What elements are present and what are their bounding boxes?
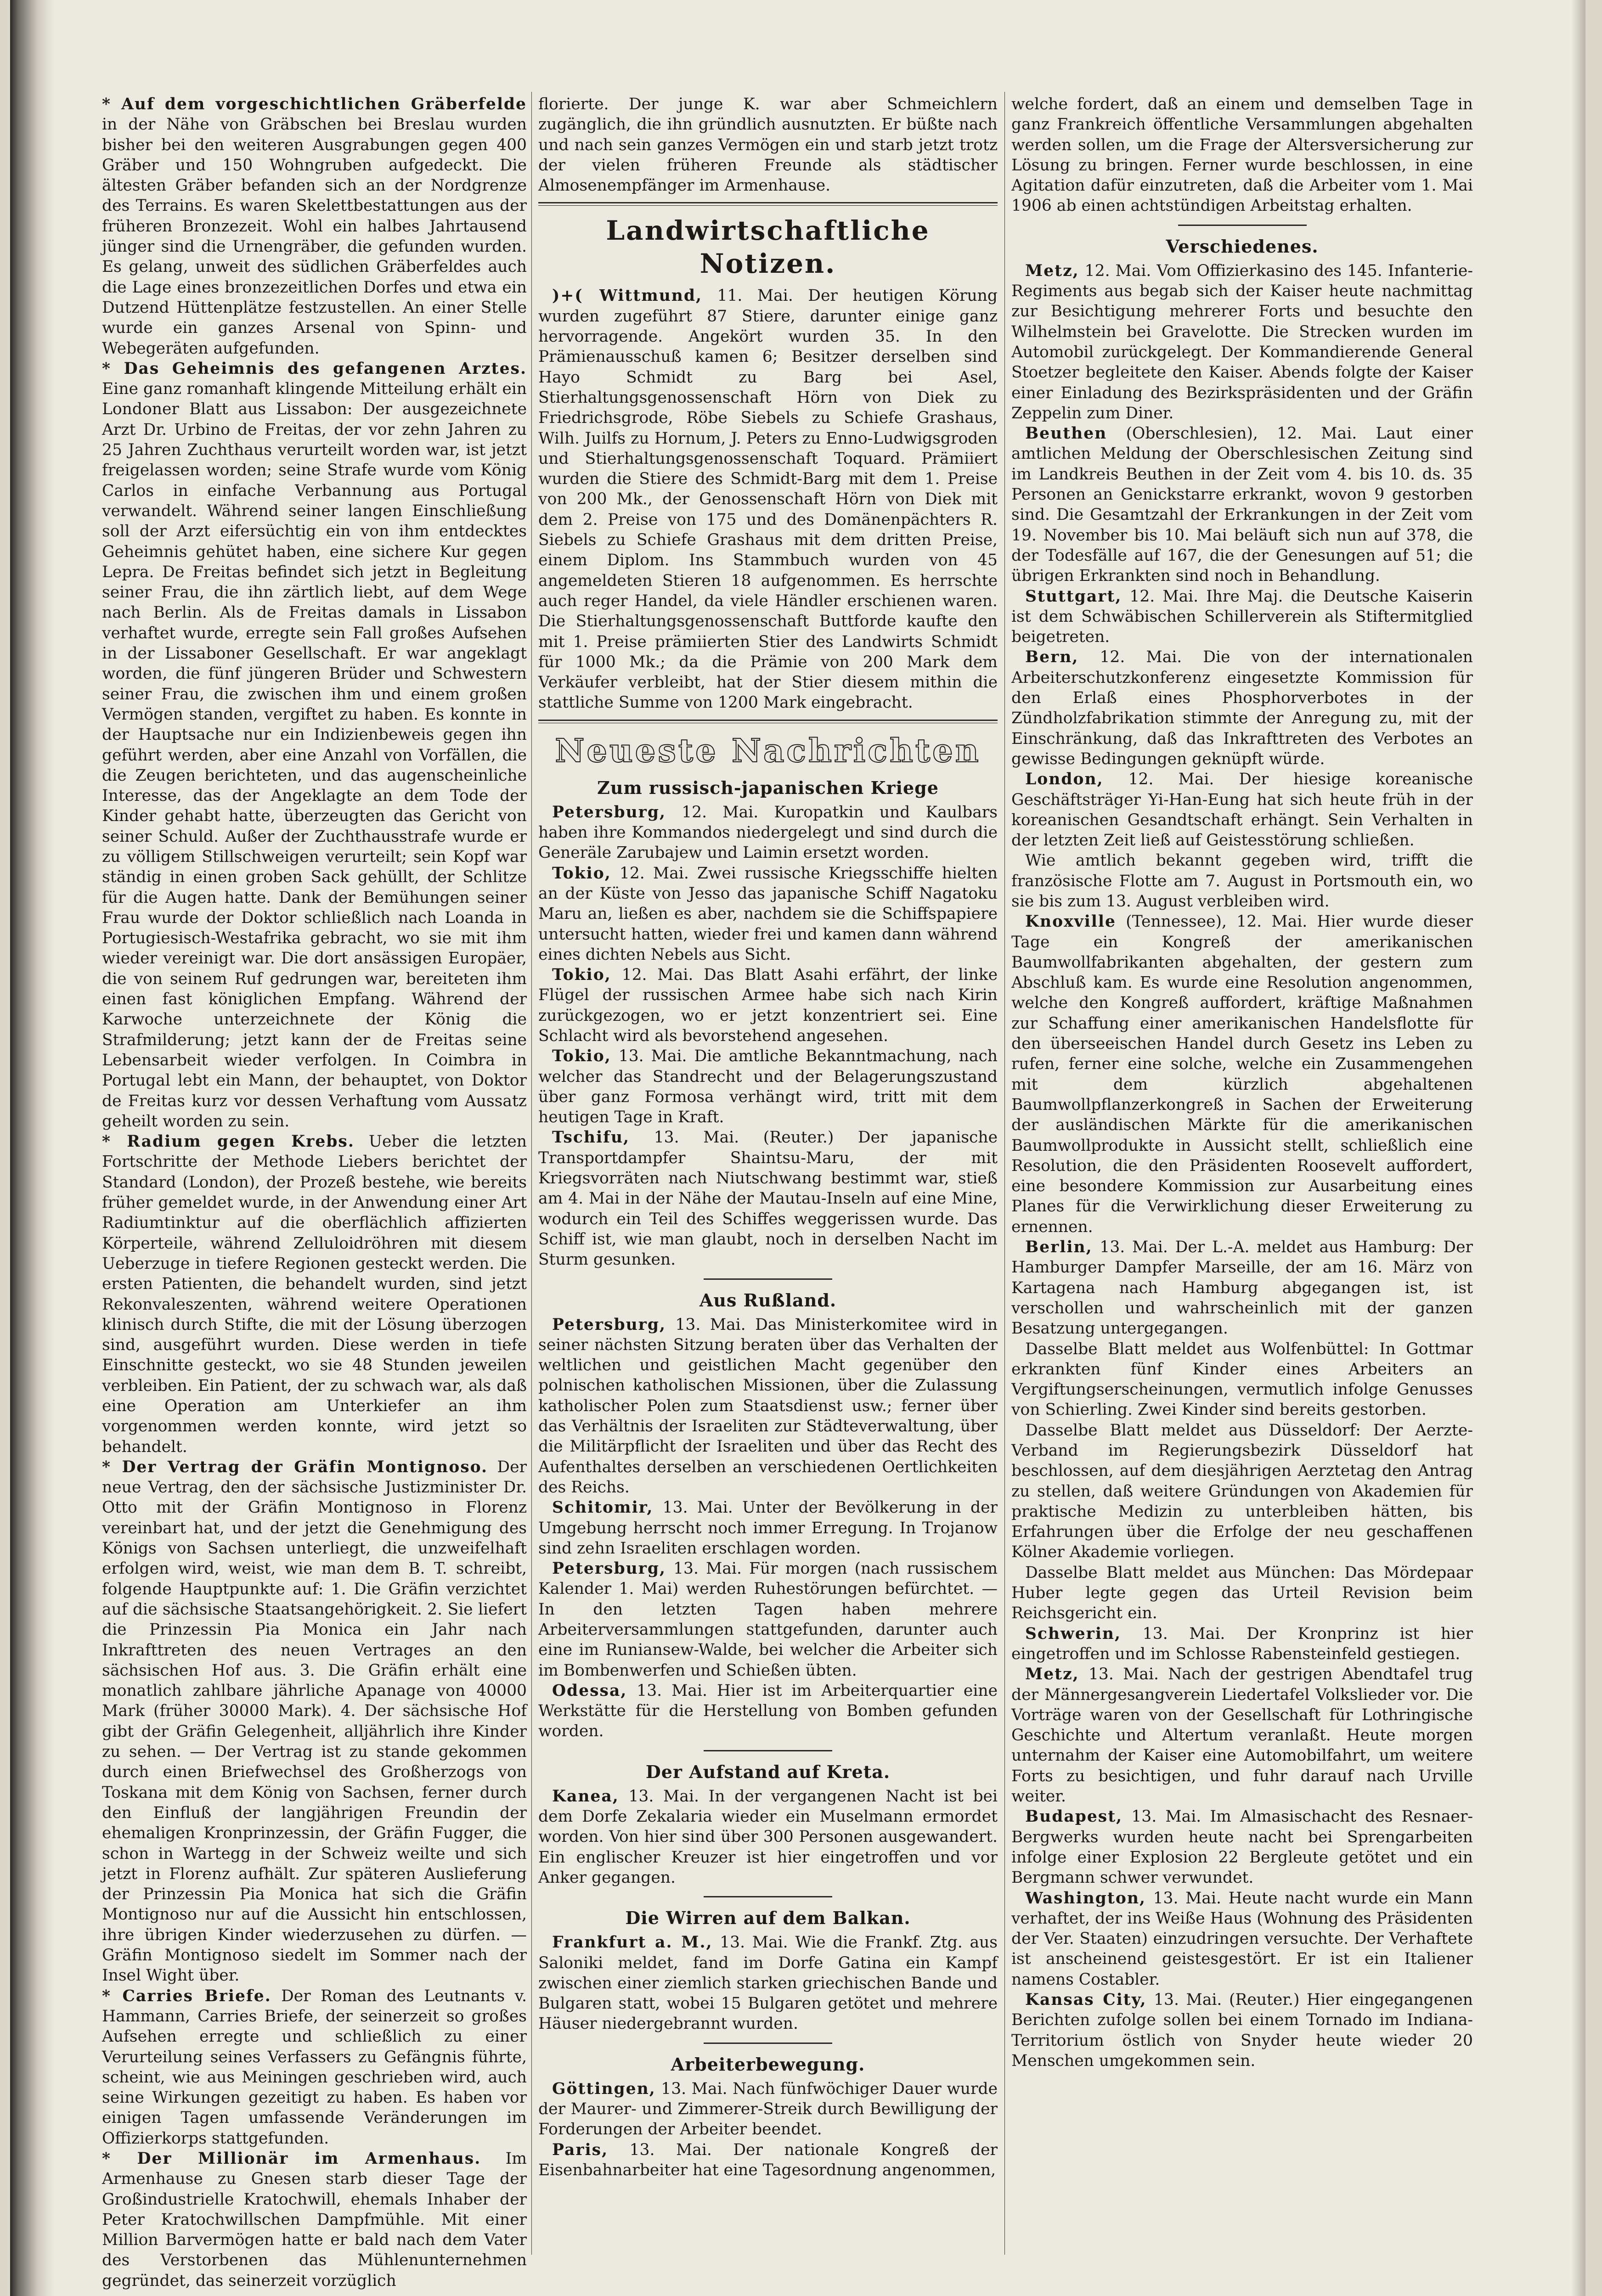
article-body: Ueber die letzten Fortschritte der Methode Liebers berichtet der Standard (London), der Prozeß bestehe, wie bereits früher gemeldet wurde, in der Anwendung einer Art Radiumtinktur auf die oberflächlich affizierten Körperteile, während Zelluloidröhren mit diesem Ueberzuge in tiefere Regionen gesteckt werden. Die ersten Patienten, die behandelt wurden, sind jetzt Rekonvaleszenten, während weitere Operationen klinisch durch Stifte, die mit der Lösung überzogen sind, ausgeführt wurden. Diese werden in tiefe Einschnitte gesteckt, wo sie 48 Stunden jeweilen verbleiben. Ein Patient, der zu schwach war, als daß eine Operation am Unterkiefer an ihm vorgenommen werden konnte, wird jetzt so behandelt. (102, 1132, 527, 1456)
news-body: 13. Mai. In der vergangenen Nacht ist bei dem Dorfe Zekalaria wieder ein Muselmann ermordet worden. Von hier sind über 300 Personen ausgewandert. Ein englischer Kreuzer ist hier eingetroffen und vor Anker gegangen. (538, 1787, 998, 1887)
news-body: 13. Mai. Der Kronprinz ist hier eingetroffen und im Schlosse Rabensteinfeld gestiegen. (1011, 1624, 1473, 1663)
article-millionaer (102, 2149, 527, 2291)
dateline: Berlin, (1025, 1238, 1093, 1257)
news-body: 13. Mai. (Reuter.) Hier eingegangenen Berichten zufolge sollen bei einem Tornado im Indiana-Territorium östlich von Snyder heute wieder 20 Menschen umgekommen sein. (1011, 1991, 1473, 2070)
dateline: Metz, (1025, 1665, 1079, 1684)
article-radium (102, 1131, 527, 1457)
news-body: 13. Mai. Im Almasischacht des Resnaer-Bergwerks wurden heute nacht bei Sprengarbeiten infolge einer Explosion 22 Bergleute getötet und ein Bergmann schwer verwundet. (1011, 1807, 1473, 1887)
news-body: (Tennessee), 12. Mai. Hier wurde dieser Tage ein Kongreß der amerikanischen Baumwollfabrikanten abgehalten, der gestern zum Abschluß kam. Es wurde eine Resolution angenommen, welche den Kongreß auffordert, kräftige Maßnahmen zur Schaffung einer amerikanischen Handelsflotte für den überseeischen Handel durch Gesetz ins Leben zu rufen, ferner eine solche, welche ein Zusammengehen mit dem kürzlich abgehaltenen Baumwollpflanzerkongreß in Sachen der Erweiterung der ausländischen Märkte für die amerikanischen Baumwollprodukte in Aussicht stellt, schließlich eine Resolution, die den Präsidenten Roosevelt auffordert, eine besondere Kommission zur Ausarbeitung eines Planes für die Verwirklichung dieser Erweiterung zu ernennen. (1011, 912, 1473, 1236)
article-montignoso (102, 1457, 527, 1986)
news-item (1011, 1237, 1473, 1339)
arbeiter-news-list (538, 2079, 998, 2180)
dateline: Petersburg, (552, 803, 666, 822)
dateline: Washington, (1025, 1889, 1146, 1908)
headline: * Auf dem vorgeschichtlichen Gräberfelde (102, 95, 527, 113)
headline: * Das Geheimnis des gefangenen Arztes. (102, 359, 527, 378)
dateline: Bern, (1025, 648, 1079, 667)
news-item (1011, 1664, 1473, 1806)
section-title-verschiedenes: Verschiedenes. (1166, 236, 1319, 257)
news-body: 12. Mai. Zwei russische Kriegsschiffe hielten an der Küste von Jesso das japanische Schiff Nagatoku Maru an, ließen es aber, nachdem sie die Schiffspapiere untersucht hatten, wieder frei und kamen dann während eines dichten Nebels aus Sicht. (538, 864, 998, 964)
dateline: Frankfurt a. M., (552, 1933, 713, 1952)
news-body: 13. Mai. Heute nacht wurde ein Mann verhaftet, der ins Weiße Haus (Wohnung des Präsidenten der Ver. Staaten) einzudringen versuchte. Der Verhaftete ist anscheinend geistesgestört. Er ist ein Italiener namens Costabler. (1011, 1889, 1473, 1989)
article-carries-briefe (102, 1986, 527, 2149)
divider (704, 1896, 832, 1897)
dateline: Kansas City, (1025, 1991, 1147, 2009)
news-item (538, 1559, 998, 1681)
article-graeberfeld (102, 94, 527, 359)
news-item (1011, 1563, 1473, 1624)
verschiedenes-news-list (1011, 261, 1473, 2071)
news-item (538, 863, 998, 965)
divider (704, 1278, 832, 1280)
subsection-title-arbeiter: Arbeiterbewegung. (671, 2054, 865, 2075)
news-body: 12. Mai. Vom Offizierkasino des 145. Infanterie-Regiments aus begab sich der Kaiser heute nachmittag zur Besichtigung mehrerer Forts und besuchte den Wilhelmstein bei Gravelotte. Die Strecken wurden im Automobil zurückgelegt. Der Kommandierende General Stoetzer begleitete den Kaiser. Abends folgte der Kaiser einer Einladung des Bezirkspräsidenten und der Gräfin Zeppelin zum Diner. (1011, 261, 1473, 422)
news-item (1011, 912, 1473, 1237)
news-body: 12. Mai. Kuropatkin und Kaulbars haben ihre Kommandos niedergelegt und sind durch die Generäle Zarubajew und Laimin ersetzt worden. (538, 803, 998, 862)
article-wittmund (538, 286, 998, 713)
article-body: in der Nähe von Gräbschen bei Breslau wurden bisher bei den weiteren Ausgrabungen gegen 400 Gräber und 150 Wohngruben aufgedeckt. Die ältesten Gräber befanden sich an der Nordgrenze des Terrains. Es waren Skelettbestattungen aus der früheren Bronzezeit. Wohl ein halbes Jahrtausend jünger sind die Urnengräber, die gefunden wurden. Es gelang, unweit des südlichen Gräberfeldes auch die Lage eines bronzezeitlichen Dorfes und etwa ein Dutzend Hüttenplätze festzustellen. An einer Stelle wurde ein ganzes Arsenal von Spinn- und Webegeräten aufgefunden. (102, 115, 527, 358)
divider (704, 1750, 832, 1751)
section-divider (538, 720, 998, 723)
news-body: Dasselbe Blatt meldet aus Wolfenbüttel: In Gottmar erkrankten fünf Kinder eines Arbeiters an Vergiftungserscheinungen, vermutlich infolge Genusses von Schierling. Zwei Kinder sind bereits gestorben. (1011, 1339, 1473, 1419)
dateline: Petersburg, (552, 1315, 666, 1334)
section-title-landwirtschaft: Landwirtschaftliche Notizen. (606, 215, 930, 280)
article-body: 11. Mai. Der heutigen Körung wurden zugeführt 87 Stiere, darunter einige ganz hervorragende. Angekört wurden 35. In den Prämienausschuß kamen 6; Besitzer derselben sind Hayo Schmidt zu Barg bei Asel, Stierhaltungsgenossenschaft Hörn von Diek zu Friedrichsgrode, Röbe Siebels zu Schiefe Grashaus, Wilh. Juilfs zu Hornum, J. Peters zu Enno-Ludwigsgroden und Stierhaltungsgenossenschaft Toquard. Prämiiert wurden die Stiere des Schmidt-Barg mit dem 1. Preise von 200 Mk., der Genossenschaft Hörn von Diek mit dem 2. Preise von 175 und des Domänenpächters R. Siebels zu Schiefe Grashaus mit dem dritten Preise, einem Diplom. Ins Stammbuch wurden von 45 angemeldeten Stieren 18 aufgenommen. Es herrschte auch reger Handel, da viele Händler erschienen waren. Die Stierhaltungsgenossenschaft Buttforde kaufte den mit 1. Preise prämiierten Stier des Landwirts Schmidt für 1000 Mk.; da die Prämie von 200 Mark dem Verkäufer verbleibt, hat der Stier diesem mithin die stattliche Summe von 1200 Mark eingebracht. (538, 287, 998, 712)
news-body: 12. Mai. Die von der internationalen Arbeiterschutzkonferenz eingesetzte Kommission für den Erlaß eines Phosphorverbotes in der Zündholzfabrikation stimmte der Anregung zu, mit der Einschränkung, daß das Inkrafttreten des Verbotes an gewisse Bedingungen geknüpft würde. (1011, 648, 1473, 768)
dateline: Kanea, (552, 1787, 619, 1806)
news-body: 13. Mai. Nach fünfwöchiger Dauer wurde der Maurer- und Zimmerer-Streik durch Bewilligung der Forderungen der Arbeiter beendet. (538, 2079, 998, 2139)
news-item (538, 2140, 998, 2181)
news-body: 13. Mai. Hier ist im Arbeiterquartier eine Werkstätte für die Herstellung von Bomben gefunden worden. (538, 1681, 998, 1741)
news-body: 12. Mai. Das Blatt Asahi erfährt, der linke Flügel der russischen Armee habe sich nach Kirin zurückgezogen, wo er jetzt konzentriert sei. Eine Schlacht wird als bevorstehend angesehen. (538, 966, 998, 1045)
news-body: 13. Mai. Der L.-A. meldet aus Hamburg: Der Hamburger Dampfer Marseille, der am 16. März von Kartagena nach Hamburg abgegangen ist, ist verschollen und wahrscheinlich mit der ganzen Besatzung untergegangen. (1011, 1238, 1473, 1338)
dateline: London, (1025, 770, 1104, 789)
dateline: Schitomir, (552, 1498, 654, 1517)
section-divider (538, 202, 998, 206)
page-fold-shadow (10, 0, 54, 2296)
news-body: 13. Mai. Wie die Frankf. Ztg. aus Saloniki meldet, fand im Dorfe Gatina ein Kampf zwischen einer ziemlich starken griechischen Bande und Bulgaren statt, wobei 15 Bulgaren getötet und mehrere Häuser niedergebrannt wurden. (538, 1933, 998, 2033)
article-body: Der neue Vertrag, den der sächsische Justizminister Dr. Otto mit der Gräfin Montignoso in Florenz vereinbart hat, und der jetzt die Genehmigung des Königs von Sachsen unterliegt, die unzweifelhaft erfolgen wird, weist, wie man dem B. T. schreibt, folgende Hauptpunkte auf: 1. Die Gräfin verzichtet auf die sächsische Staatsangehörigkeit. 2. Sie liefert die Prinzessin Pia Monica ein Jahr nach Inkrafttreten des neuen Vertrages an den sächsischen Hof aus. 3. Die Gräfin erhält eine monatlich zahlbare jährliche Apanage von 40000 Mark (früher 30000 Mark). 4. Der sächsische Hof gibt der Gräfin Gelegenheit, alljährlich ihre Kinder zu sehen. — Der Vertrag ist zu stande gekommen durch einen Briefwechsel des Großherzogs von Toskana mit dem König von Sachsen, ferner durch den Einfluß der langjährigen Freundin der ehemaligen Kronprinzessin, der Gräfin Fugger, die schon in Wartegg in der Schweiz weilte und sich jetzt in Florenz aufhält. Zur späteren Auslieferung der Prinzessin Pia Monica hat sich die Gräfin Montignoso nur auf die Aussicht hin entschlossen, ihre übrigen Kinder wiederzusehen zu dürfen. — Gräfin Montignoso siedelt im Sommer nach der Insel Wight über. (102, 1458, 527, 1985)
news-body: 13. Mai. Nach der gestrigen Abendtafel trug der Männergesangverein Liedertafel Volkslieder vor. Die Vorträge waren von der Gesellschaft für Lothringische Geschichte und Altertum veranlaßt. Heute morgen unternahm der Kaiser eine Automobilfahrt, um weitere Forts zu besichtigen, und fuhr darauf nach Urville weiter. (1011, 1665, 1473, 1806)
news-item (538, 1497, 998, 1559)
kriege-news-list (538, 802, 998, 1270)
news-item (538, 1315, 998, 1498)
dateline: Knoxville (1025, 912, 1116, 931)
kreta-news-list (538, 1786, 998, 1888)
subsection-title-russland: Aus Rußland. (699, 1289, 837, 1311)
news-body: Wie amtlich bekannt gegeben wird, trifft die französische Flotte am 7. August in Portsmouth ein, wo sie bis zum 13. August verbleiben wird. (1011, 851, 1473, 911)
headline: * Der Millionär im Armenhaus. (102, 2149, 481, 2168)
dateline: Tokio, (552, 864, 611, 883)
article-body: Eine ganz romanhaft klingende Mitteilung erhält ein Londoner Blatt aus Lissabon: Der ausgezeichnete Arzt Dr. Urbino de Freitas, der vor zehn Jahren zu 25 Jahren Zuchthaus verurteilt worden war, ist jetzt freigelassen worden; seine Strafe wurde vom König Carlos in einfache Verbannung aus Portugal verwandelt. Während seiner langen Einschließung soll der Arzt eifersüchtig ein von ihm entdecktes Geheimnis gehütet haben, eine sichere Kur gegen Lepra. De Freitas befindet sich jetzt in Begleitung seiner Frau, die ihn zärtlich liebt, auf dem Wege nach Berlin. Als de Freitas damals in Lissabon verhaftet wurde, erregte sein Fall großes Aufsehen in der Lissaboner Gesellschaft. Er war angeklagt worden, die fünf jüngeren Brüder und Schwestern seiner Frau, die zwischen ihm und einem großen Vermögen standen, vergiftet zu haben. Es konnte in der Hauptsache nur ein Indizienbeweis gegen ihn geführt werden, aber eine Anzahl von Vorfällen, die die Zeugen berichteten, und das augenscheinliche Interesse, das der Angeklagte an dem Tode der Kinder gehabt hatte, überzeugten das Gericht von seiner Schuld. Außer der Zuchthausstrafe wurde er zu völligem Stillschweigen verurteilt; sein Kopf war ständig in einen groben Sack gehüllt, der Schlitze für die Augen hatte. Dank der Bemühungen seiner Frau wurde der Doktor schließlich nach Loanda in Portugiesisch-Westafrika gebracht, wo sie mit ihm wieder vereinigt war. Die dort ansässigen Europäer, die von seinem Ruf gedrungen war, bereiteten ihm einen fast königlichen Empfang. Während der Karwoche unterzeichnete der König die Strafmilderung; jetzt kann der de Freitas seine Lebensarbeit wieder verfolgen. In Coimbra in Portugal lebt ein Mann, der behauptet, von Doktor de Freitas kurz vor dessen Verhaftung vom Aussatz geheilt worden zu sein. (102, 380, 527, 1131)
news-item (1011, 1624, 1473, 1665)
news-body: 13. Mai. (Reuter.) Der japanische Transportdampfer Shaintsu-Maru, der mit Kriegsvorräten nach Niutschwang bestimmt war, stieß am 4. Mai in der Nähe der Mautau-Inseln auf eine Mine, wodurch ein Teil des Schiffes weggerissen wurde. Das Schiff ist, wie man glaubt, noch in derselben Nacht im Sturm gesunken. (538, 1128, 998, 1269)
news-body: 13. Mai. Unter der Bevölkerung in der Umgebung herrscht noch immer Erregung. In Trojanow sind zehn Israeliten erschlagen worden. (538, 1498, 998, 1558)
news-item (1011, 769, 1473, 850)
balkan-news-list (538, 1932, 998, 2034)
news-item (538, 1932, 998, 2034)
divider (704, 2043, 832, 2044)
news-item (538, 1127, 998, 1270)
dateline: Stuttgart, (1025, 587, 1122, 606)
dateline: Petersburg, (552, 1559, 666, 1578)
article-continuation: welche fordert, daß an einem und demselben Tage in ganz Frankreich öffentliche Versammlungen abgehalten werden sollen, um die Frage der Altersversicherung zur Lösung zu bringen. Ferner wurde beschlossen, in eine Agitation dafür einzutreten, daß die Arbeiter vom 1. Mai 1906 ab einen achtstündigen Arbeitstag erhalten. (1011, 95, 1473, 215)
dateline: Metz, (1025, 261, 1079, 280)
column-middle (538, 94, 998, 2180)
dateline: Göttingen, (552, 2079, 656, 2098)
column-rule-right (1004, 92, 1005, 2255)
news-body: 13. Mai. Die amtliche Bekanntmachung, nach welcher das Standrecht und der Belagerungszustand über ganz Formosa verhängt wird, tritt mit dem heutigen Tage in Kraft. (538, 1047, 998, 1127)
dateline: Tokio, (552, 1047, 611, 1066)
column-left (102, 94, 527, 2291)
news-item (538, 802, 998, 863)
news-item (1011, 1420, 1473, 1563)
divider (1178, 225, 1307, 226)
news-body: Dasselbe Blatt meldet aus München: Das Mördepaar Huber legte gegen das Urteil Revision beim Reichsgericht ein. (1011, 1563, 1473, 1623)
dateline: Odessa, (552, 1681, 627, 1700)
dateline: Tokio, (552, 966, 611, 985)
news-item (538, 1046, 998, 1127)
dateline: Tschifu, (552, 1128, 630, 1147)
subsection-title-balkan: Die Wirren auf dem Balkan. (625, 1908, 911, 1929)
news-body: (Oberschlesien), 12. Mai. Laut einer amtlichen Meldung der Oberschlesischen Zeitung sind im Landkreis Beuthen in der Zeit vom 4. bis 10. ds. 35 Personen an Genickstarre erkrankt, wovon 9 gestorben sind. Die Gesamtzahl der Erkrankungen in der Zeit vom 19. November bis 10. Mai beläuft sich nun auf 378, die der Todesfälle auf 167, die der Genesungen auf 51; die übrigen Erkrankten sind noch in Behandlung. (1011, 424, 1473, 585)
news-item (1011, 423, 1473, 586)
article-body: Der Roman des Leutnants v. Hammann, Carries Briefe, der seinerzeit so großes Aufsehen erregte und schließlich zu einer Verurteilung seines Verfassers zu Gefängnis führte, scheint, wie aus Meiningen geschrieben wird, auch seine Wirkungen gezeitigt zu haben. Es haben vor einigen Tagen umfassende Veränderungen im Offizierkorps stattgefunden. (102, 1986, 527, 2148)
page-edge (1572, 0, 1585, 2296)
russland-news-list (538, 1315, 998, 1742)
news-item (1011, 1806, 1473, 1888)
news-item (538, 965, 998, 1046)
dateline: Beuthen (1025, 424, 1107, 443)
news-item (1011, 1990, 1473, 2071)
news-item (1011, 1339, 1473, 1420)
headline: * Radium gegen Krebs. (102, 1132, 355, 1151)
dateline: )+( Wittmund, (552, 287, 703, 305)
subsection-title-kriege: Zum russisch-japanischen Kriege (597, 777, 939, 798)
column-rule-left (531, 92, 532, 2255)
news-item (538, 2079, 998, 2140)
dateline: Paris, (552, 2140, 609, 2159)
news-body: 13. Mai. Der nationale Kongreß der Eisenbahnarbeiter hat eine Tagesordnung angenommen, (538, 2140, 998, 2179)
headline: * Der Vertrag der Gräfin Montignoso. (102, 1458, 488, 1476)
article-body: Im Armenhause zu Gnesen starb dieser Tage der Großindustrielle Kratochwill, ehemals Inhaber der Peter Kratochwillschen Dampfmühle. Mit einer Million Barvermögen hatte er bald nach dem Vater des Verstorbenen das Mühlenunternehmen gegründet, das seinerzeit vorzüglich (102, 2149, 527, 2290)
news-item (1011, 1888, 1473, 1990)
news-item (538, 1786, 998, 1888)
news-item (1011, 850, 1473, 912)
news-body: 13. Mai. Für morgen (nach russischem Kalender 1. Mai) werden Ruhestörungen befürchtet. — In den letzten Tagen haben mehrere Arbeiterversammlungen stattgefunden, darunter auch eine im Runiansew-Walde, bei welcher die Arbeiter sich im Bombenwerfen und Schießen übten. (538, 1559, 998, 1680)
news-item (1011, 647, 1473, 769)
dateline: Budapest, (1025, 1807, 1123, 1826)
news-item (538, 1681, 998, 1742)
news-body: 12. Mai. Der hiesige koreanische Geschäftsträger Yi-Han-Eung hat sich heute früh in der koreanischen Gesandtschaft erhängt. Sein Verhalten in der letzten Zeit ließ auf Geistesstörung schließen. (1011, 770, 1473, 850)
newspaper-page (10, 0, 1585, 2296)
article-arzt (102, 359, 527, 1131)
article-continuation: florierte. Der junge K. war aber Schmeichlern zugänglich, die ihn gründlich ausnutzten. Er büßte nach und nach sein ganzes Vermögen ein und starb jetzt trotz der vielen früheren Freunde als städtischer Almosenempfänger im Armenhause. (538, 95, 998, 195)
news-item (1011, 586, 1473, 647)
section-title-neueste-nachrichten: Neueste Nachrichten (555, 731, 981, 770)
dateline: Schwerin, (1025, 1624, 1122, 1643)
subsection-title-kreta: Der Aufstand auf Kreta. (645, 1761, 891, 1782)
headline: * Carries Briefe. (102, 1986, 271, 2005)
news-body: 13. Mai. Das Ministerkomitee wird in seiner nächsten Sitzung beraten über das Verhalten der weltlichen und geistlichen Macht gegenüber den polnischen katholischen Missionen, über die Zulassung katholischer Polen zum Staatsdienst usw.; ferner über das Verhältnis der Israeliten zur Städteverwaltung, über die Militärpflicht der Israeliten und über das Recht des Aufenthaltes derselben an verschiedenen Oertlichkeiten des Reichs. (538, 1315, 998, 1497)
column-right (1011, 94, 1473, 2071)
news-body: 12. Mai. Ihre Maj. die Deutsche Kaiserin ist dem Schwäbischen Schillerverein als Stiftermitglied beigetreten. (1011, 587, 1473, 647)
news-body: Dasselbe Blatt meldet aus Düsseldorf: Der Aerzte-Verband im Regierungsbezirk Düsseldorf hat beschlossen, auf dem diesjährigen Aerztetag den Antrag zu stellen, daß weitere Gründungen von Akademien für praktische Medizin zu unterbleiben hätten, bis Erfahrungen über die Erfolge der neu geschaffenen Kölner Akademie vorliegen. (1011, 1421, 1473, 1562)
news-item (1011, 261, 1473, 423)
